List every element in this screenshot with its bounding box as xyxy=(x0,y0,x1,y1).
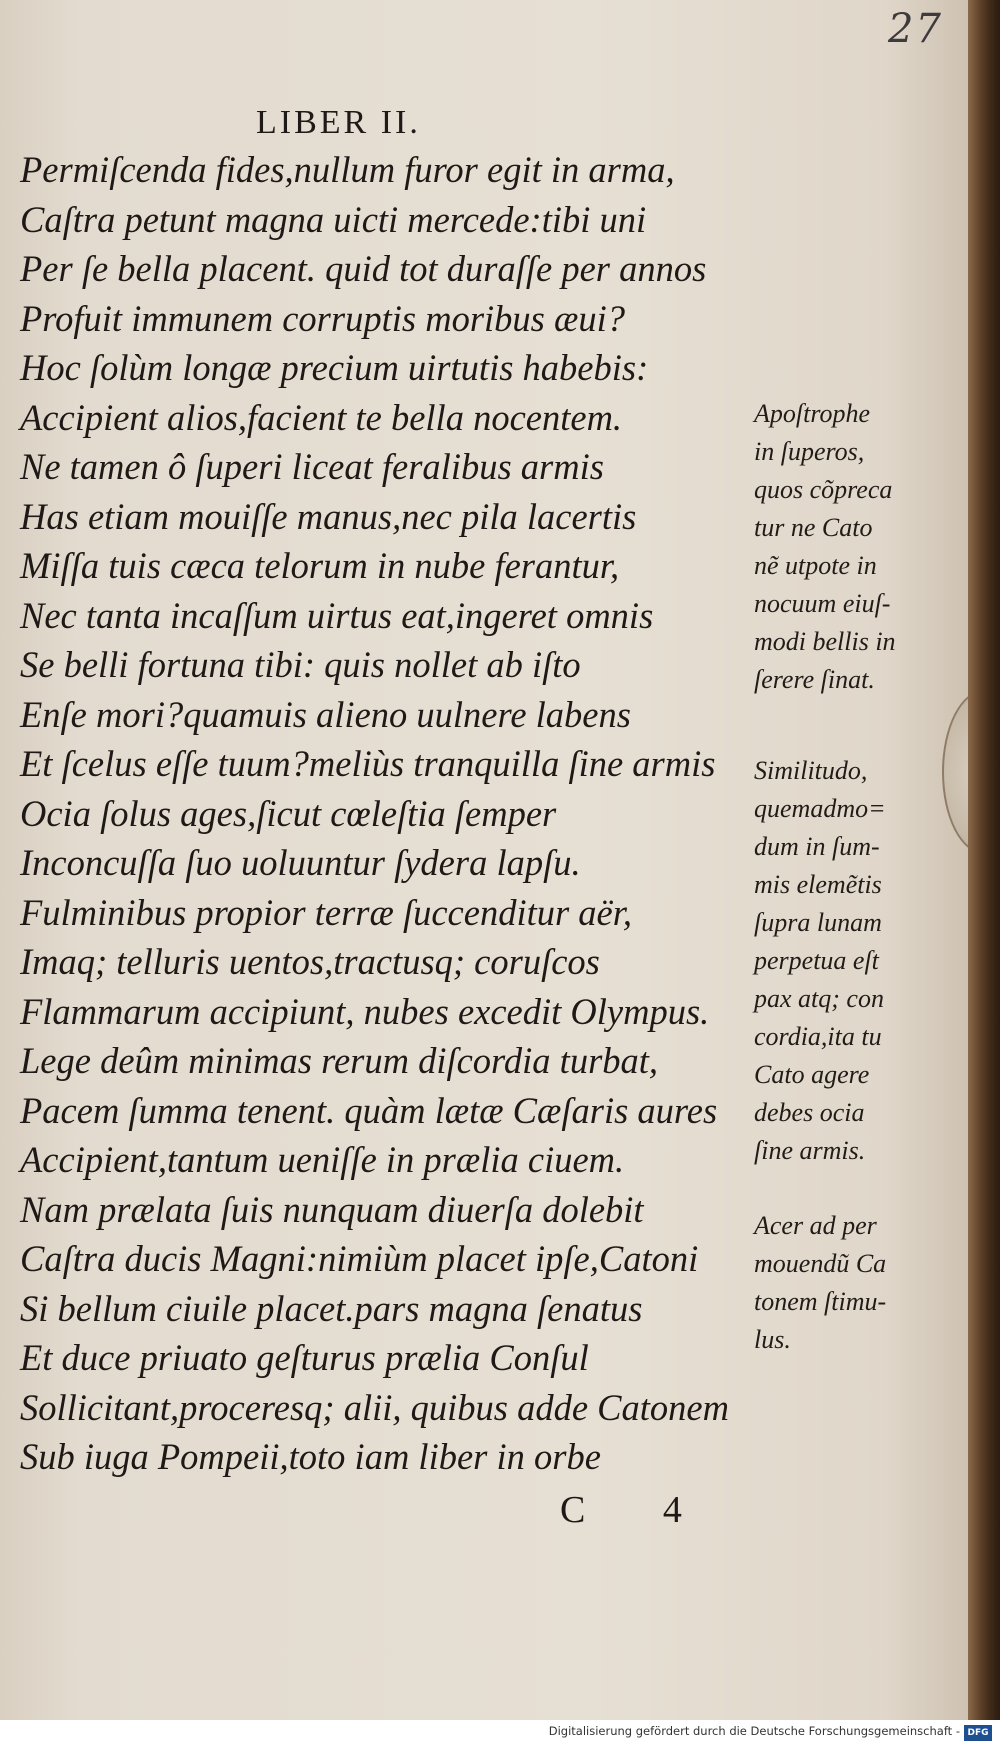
verse-line: Fulminibus propior terræ ſuccenditur aër, xyxy=(20,891,633,933)
gloss-line: mis elemẽtis xyxy=(754,870,882,899)
marginal-gloss-acer xyxy=(754,1207,929,1359)
verse-line: Imaq; telluris uentos,tractusq; coruſcos xyxy=(20,941,600,982)
gloss-line: pax atq; con xyxy=(754,984,884,1013)
running-head: LIBER II. xyxy=(256,104,421,141)
verse-line: Pacem ſumma tenent. quàm lætæ Cæſaris aures xyxy=(20,1089,718,1131)
verse-line: Ocia ſolus ages,ſicut cœleſtia ſemper xyxy=(20,792,557,834)
verse-line: Accipient,tantum ueniſſe in prælia ciuem. xyxy=(20,1139,625,1180)
gloss-line: quos cõpreca xyxy=(754,475,893,504)
verse-line: Sollicitant,proceresq; alii, quibus adde Catonem xyxy=(20,1386,729,1428)
verse-line: Has etiam mouiſſe manus,nec pila lacertis xyxy=(20,495,637,537)
verse-line: Caſtra ducis Magni:nimiùm placet ipſe,Catoni xyxy=(20,1238,699,1279)
footer-bar xyxy=(0,1720,1000,1748)
gloss-line: dum in ſum- xyxy=(754,832,880,861)
verse-line: Profuit immunem corruptis moribus æui? xyxy=(20,297,625,339)
verse-line: Per ſe bella placent. quid tot duraſſe per annos xyxy=(20,248,707,289)
gloss-line: modi bellis in xyxy=(754,627,896,656)
gloss-line: in ſuperos, xyxy=(754,437,865,466)
gloss-line: ſerere ſinat. xyxy=(754,665,875,694)
gloss-line: cordia,ita tu xyxy=(754,1022,882,1051)
verse-line: Nec tanta incaſſum uirtus eat,ingeret omnis xyxy=(20,594,654,636)
verse-block xyxy=(20,145,760,1482)
verse-line: Flammarum accipiunt, nubes excedit Olympus. xyxy=(20,990,710,1032)
book-edge xyxy=(968,0,1000,1720)
gloss-line: Apoſtrophe xyxy=(754,399,871,428)
verse-line: Permiſcenda fides,nullum furor egit in arma, xyxy=(20,149,675,190)
gloss-line: quemadmo= xyxy=(754,794,886,823)
dfg-logo-icon: DFG xyxy=(964,1725,992,1741)
gloss-line: Acer ad per xyxy=(754,1211,877,1240)
marginal-gloss-similitudo xyxy=(754,752,929,1170)
verse-line: Caſtra petunt magna uicti mercede:tibi uni xyxy=(20,198,647,240)
gloss-line: perpetua eſt xyxy=(754,946,879,975)
gloss-line: nocuum eiuſ- xyxy=(754,589,891,618)
verse-line: Enſe mori?quamuis alieno uulnere labens xyxy=(20,693,631,735)
verse-line: Sub iuga Pompeii,toto iam liber in orbe xyxy=(20,1436,601,1477)
verse-line: Si bellum ciuile placet.pars magna ſenatus xyxy=(20,1287,643,1329)
gloss-line: debes ocia xyxy=(754,1098,865,1127)
verse-line: Ne tamen ô ſuperi liceat feralibus armis xyxy=(20,446,604,487)
footer-credit: Digitalisierung gefördert durch die Deutsche Forschungsgemeinschaft - xyxy=(548,1724,960,1738)
marginal-gloss-apostrophe xyxy=(754,395,929,699)
gloss-line: Cato agere xyxy=(754,1060,870,1089)
gloss-line: ſupra lunam xyxy=(754,908,882,937)
gloss-line: tonem ſtimu- xyxy=(754,1287,887,1316)
verse-line: Se belli fortuna tibi: quis nollet ab iſto xyxy=(20,644,581,685)
folio-number: 27 xyxy=(888,6,943,52)
gloss-line: nẽ utpote in xyxy=(754,551,877,580)
verse-line: Et duce priuato geſturus prælia Conſul xyxy=(20,1337,589,1378)
verse-line: Et ſcelus eſſe tuum?meliùs tranquilla ſine armis xyxy=(20,743,716,784)
verse-line: Accipient alios,facient te bella nocentem. xyxy=(20,396,623,438)
verse-line: Nam prælata ſuis nunquam diuerſa dolebit xyxy=(20,1188,644,1230)
gloss-line: lus. xyxy=(754,1325,791,1354)
gloss-line: Similitudo, xyxy=(754,756,868,785)
verse-line: Miſſa tuis cæca telorum in nube ferantur, xyxy=(20,545,620,586)
gloss-line: ſine armis. xyxy=(754,1136,866,1165)
verse-line: Hoc ſolùm longæ precium uirtutis habebis: xyxy=(20,347,649,388)
gloss-line: tur ne Cato xyxy=(754,513,873,542)
verse-line: Inconcuſſa ſuo uoluuntur ſydera lapſu. xyxy=(20,842,581,883)
verse-line: Lege deûm minimas rerum diſcordia turbat, xyxy=(20,1040,659,1081)
signature-mark: C 4 xyxy=(560,1489,716,1531)
gloss-line: mouendũ Ca xyxy=(754,1249,887,1278)
